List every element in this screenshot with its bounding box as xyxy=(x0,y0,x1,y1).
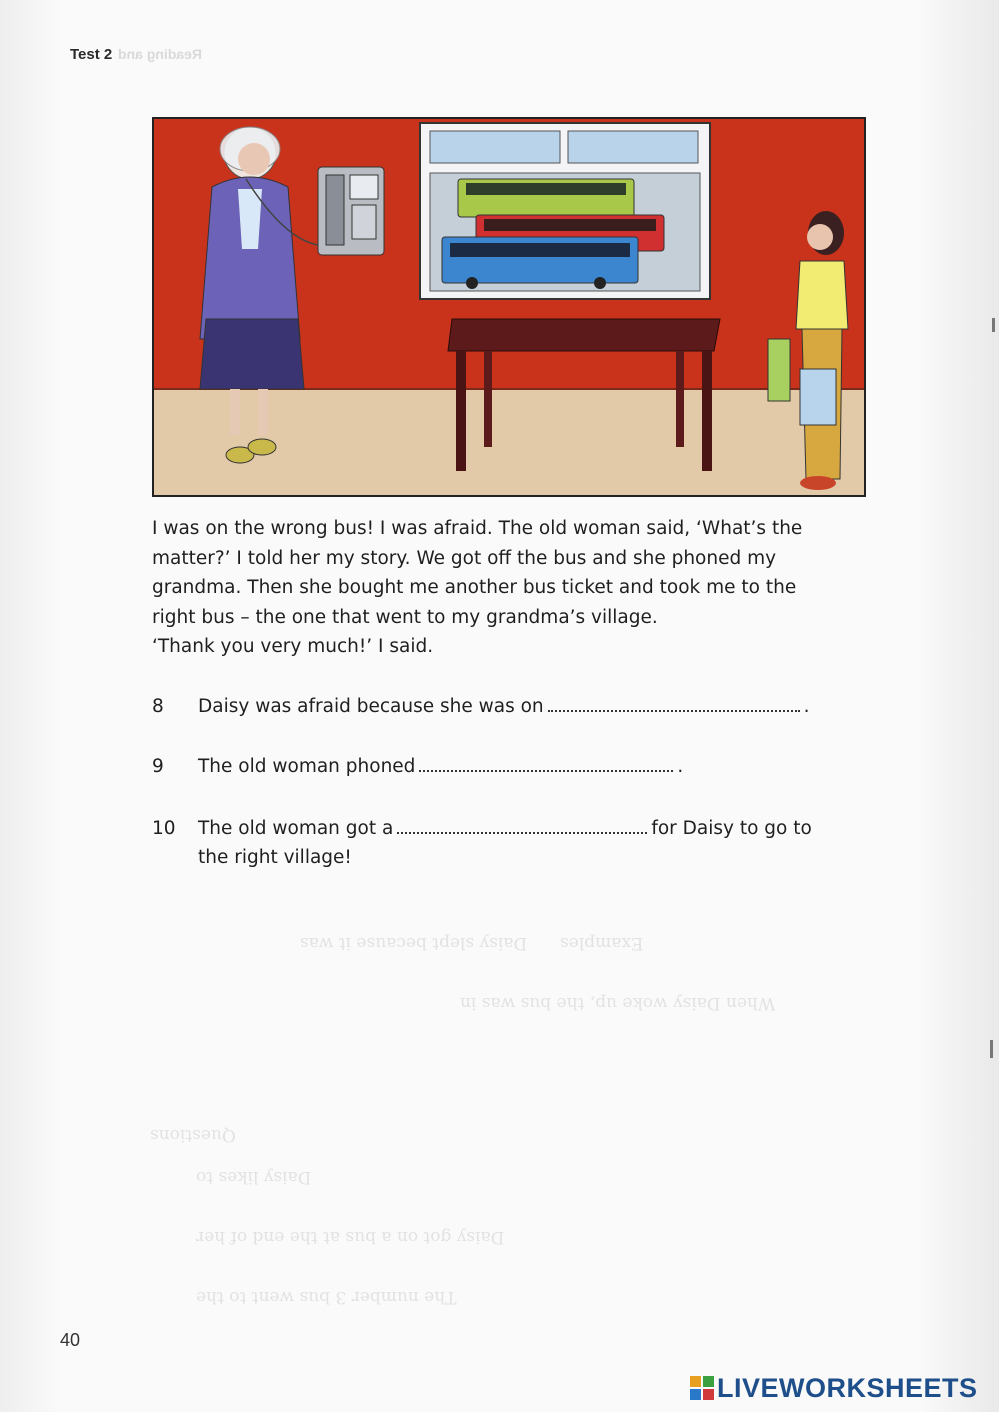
answer-blank[interactable] xyxy=(419,752,673,772)
question-number: 9 xyxy=(152,756,164,777)
answer-blank[interactable] xyxy=(397,814,647,834)
bus-poster xyxy=(420,123,710,299)
liveworksheets-logo-icon xyxy=(690,1376,714,1400)
question-text-after: for Daisy to go to xyxy=(651,818,812,839)
show-through-text: Daisy likes to xyxy=(196,1167,312,1187)
question-continuation: the right village! xyxy=(198,847,352,868)
question-10 xyxy=(152,814,812,872)
payphone-icon xyxy=(318,167,384,255)
passage-line: grandma. Then she bought me another bus ticket and took me to the xyxy=(152,577,797,598)
question-text: Daisy was afraid because she was on xyxy=(198,696,544,717)
liveworksheets-brand xyxy=(690,1372,978,1404)
passage-line: I was on the wrong bus! I was afraid. The old woman said, ‘What’s the xyxy=(152,518,803,539)
story-illustration xyxy=(152,117,866,497)
show-through-text: Examples xyxy=(560,933,644,953)
page-number: 40 xyxy=(60,1330,81,1350)
passage-line: matter?’ I told her my story. We got off the bus and she phoned my xyxy=(152,547,777,569)
answer-blank[interactable] xyxy=(548,692,800,712)
show-through-text: Daisy slept because it was xyxy=(300,933,528,953)
illustration-scene xyxy=(154,119,864,495)
passage-line: right bus – the one that went to my grandma’s village. xyxy=(152,606,658,628)
test-label: Test 2 xyxy=(70,46,113,63)
question-8 xyxy=(152,692,810,721)
passage-line: ‘Thank you very much!’ I said. xyxy=(152,636,434,657)
edge-mark xyxy=(990,1040,993,1058)
question-number: 10 xyxy=(152,818,176,839)
show-through-text: Daisy got on a bus at the end of her xyxy=(196,1227,505,1247)
question-9 xyxy=(152,752,683,781)
question-text: The old woman phoned xyxy=(198,756,416,777)
question-text: The old woman got a xyxy=(198,818,394,839)
question-end: . xyxy=(677,756,684,777)
brand-name: LIVEWORKSHEETS xyxy=(717,1372,978,1403)
edge-mark xyxy=(992,318,995,332)
show-through-text: When Daisy woke up, the bus was in xyxy=(460,993,776,1013)
show-through-header: Reading and xyxy=(118,46,203,62)
reading-passage xyxy=(152,514,852,662)
question-end: . xyxy=(803,696,810,717)
show-through-text: Questions xyxy=(150,1125,236,1145)
question-number: 8 xyxy=(152,696,164,717)
show-through-text: The number 3 bus went to the xyxy=(196,1287,457,1307)
